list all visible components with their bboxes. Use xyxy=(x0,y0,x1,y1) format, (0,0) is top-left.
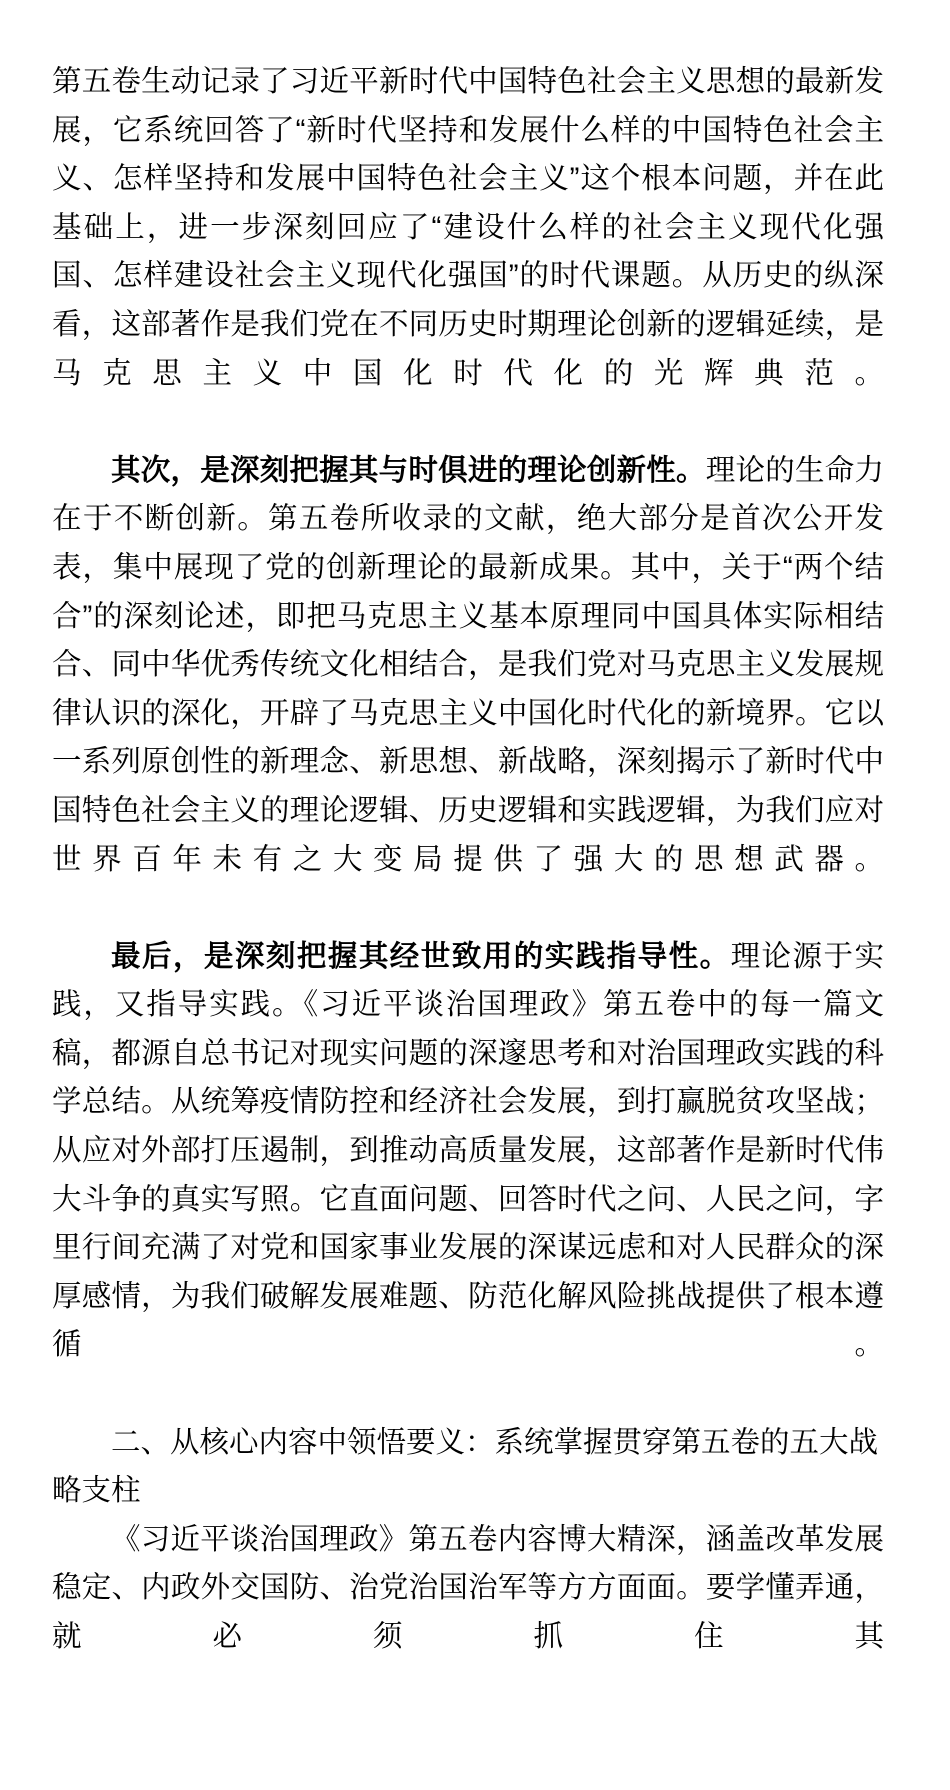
paragraph-2-text: 理论的生命力在于不断创新。第五卷所收录的文献，绝大部分是首次公开发表，集中展现了党的创新理论的最新成果。其中，关于“两个结合”的深刻论述，即把马克思主义基本原理同中国具体实际相结合、同中华优秀传统文化相结合，是我们党对马克思主义发展规律认识的深化，开辟了马克思主义中国化时代化的新境界。它以一系列原创性的新理念、新思想、新战略，深刻揭示了新时代中国特色社会主义的理论逻辑、历史逻辑和实践逻辑，为我们应对世界百年未有之大变局提供了强大的思想武器。 xyxy=(52,453,884,876)
paragraph-1-text: 第五卷生动记录了习近平新时代中国特色社会主义思想的最新发展，它系统回答了“新时代坚持和发展什么样的中国特色社会主义、怎样坚持和发展中国特色社会主义”这个根本问题，并在此基础上，进一步深刻回应了“建设什么样的社会主义现代化强国、怎样建设社会主义现代化强国”的时代课题。从历史的纵深看，这部著作是我们党在不同历史时期理论创新的逻辑延续，是马克思主义中国化时代化的光辉典范。 xyxy=(52,65,884,390)
section-heading-two-text: 二、从核心内容中领悟要义：系统掌握贯穿第五卷的五大战略支柱 xyxy=(52,1425,879,1508)
paragraph-4 xyxy=(52,1516,884,1710)
paragraph-1 xyxy=(52,58,884,447)
section-heading-two xyxy=(52,1419,884,1516)
paragraph-4-text: 《习近平谈治国理政》第五卷内容博大精深，涵盖改革发展稳定、内政外交国防、治党治国治军等方方面面。要学懂弄通，就必须抓住其 xyxy=(52,1522,884,1653)
paragraph-3-lead: 最后，是深刻把握其经世致用的实践指导性。 xyxy=(111,939,731,973)
paragraph-3-text: 理论源于实践，又指导实践。《习近平谈治国理政》第五卷中的每一篇文稿，都源自总书记对现实问题的深邃思考和对治国理政实践的科学总结。从统筹疫情防控和经济社会发展，到打赢脱贫攻坚战；从应对外部打压遏制，到推动高质量发展，这部著作是新时代伟大斗争的真实写照。它直面问题、回答时代之问、人民之问，字里行间充满了对党和国家事业发展的深谋远虑和对人民群众的深厚感情，为我们破解发展难题、防范化解风险挑战提供了根本遵循。 xyxy=(52,939,884,1362)
document-body xyxy=(52,58,884,1790)
paragraph-2 xyxy=(52,447,884,933)
paragraph-2-lead: 其次，是深刻把握其与时俱进的理论创新性。 xyxy=(111,453,706,487)
page-bottom-spacer xyxy=(52,1710,884,1790)
paragraph-3 xyxy=(52,933,884,1419)
